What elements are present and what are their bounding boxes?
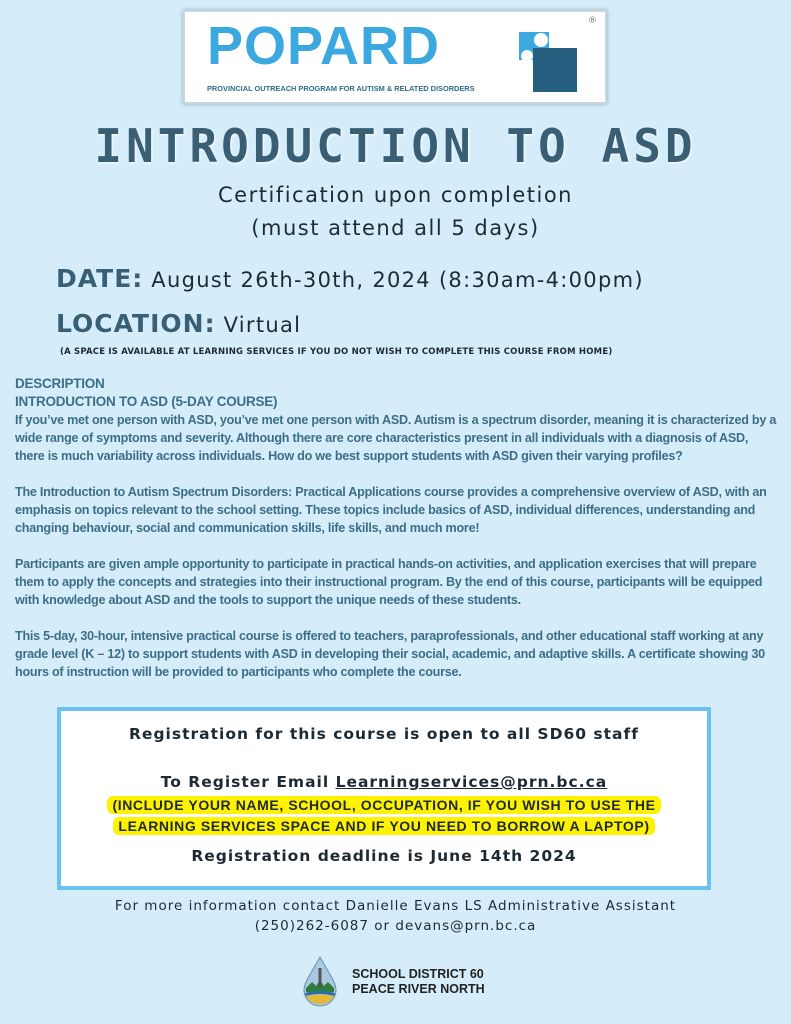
- location-label: LOCATION:: [56, 309, 216, 338]
- registration-open: Registration for this course is open to all SD60 staff: [129, 725, 639, 743]
- page-title: INTRODUCTION TO ASD: [94, 119, 697, 173]
- subtitle-certification: Certification upon completion: [218, 183, 573, 207]
- highlighted-instructions: (INCLUDE YOUR NAME, SCHOOL, OCCUPATION, IF YOU WISH TO USE THE LEARNING SERVICES SPACE AND IF YOU NEED TO BORROW A LAPTOP): [107, 796, 660, 835]
- description-paragraph: The Introduction to Autism Spectrum Disorders: Practical Applications course provides a comprehensive overview of ASD, with an emphasis on topics relevant to the school setting. These topics include basics of ASD, individual differences, understanding and changing behaviour, social and communication skills, life skills, and much more!: [15, 485, 767, 535]
- registration-email-line: [161, 771, 608, 793]
- district-region: PEACE RIVER NORTH: [352, 982, 485, 996]
- email-prefix: To Register Email: [160, 773, 336, 791]
- description-section: [15, 375, 780, 681]
- location-row: [56, 309, 301, 341]
- date-row: [56, 264, 644, 296]
- footer: [0, 956, 791, 1012]
- district-line: SCHOOL DISTRICT 60: [352, 967, 484, 981]
- popard-logo: [183, 10, 607, 104]
- date-value: August 26th-30th, 2024 (8:30am-4:00pm): [151, 268, 644, 292]
- registration-deadline: Registration deadline is June 14th 2024: [191, 847, 577, 865]
- logo-wordmark: POPARD: [207, 16, 441, 76]
- contact-phone-email[interactable]: (250)262-6087 or devans@prn.bc.ca: [254, 918, 537, 934]
- subtitle-attendance: (must attend all 5 days): [251, 216, 540, 240]
- puzzle-piece-icon: [515, 26, 583, 96]
- description-paragraph: This 5-day, 30-hour, intensive practical course is offered to teachers, paraprofessionals, and other educational staff working at any grade level (K – 12) to support students with ASD in developing their social, academic, and adaptive skills. A certificate showing 30 hours of instruction will be provided to participants who complete the course.: [15, 629, 765, 679]
- location-value: Virtual: [223, 313, 302, 337]
- school-district-name: [352, 967, 485, 997]
- contact-info: [0, 896, 791, 936]
- description-paragraph: If you’ve met one person with ASD, you’ve met one person with ASD. Autism is a spectrum disorder, meaning it is characterized by a wide range of symptoms and severity. Although there are core characteristics present in all individuals with a diagnosis of ASD, there is much variability across individuals. How do we best support students with ASD given their varying profiles?: [15, 413, 777, 463]
- registration-instructions: [69, 795, 699, 837]
- registration-email-link[interactable]: Learningservices@prn.bc.ca: [335, 773, 608, 791]
- course-heading: INTRODUCTION TO ASD (5-DAY COURSE): [15, 394, 278, 409]
- registration-box: [57, 707, 711, 890]
- school-district-logo-icon: [302, 956, 338, 1008]
- description-heading: DESCRIPTION: [15, 376, 105, 391]
- date-label: DATE:: [56, 264, 144, 293]
- logo-tagline: PROVINCIAL OUTREACH PROGRAM FOR AUTISM & RELATED DISORDERS: [207, 84, 475, 93]
- location-note: (A SPACE IS AVAILABLE AT LEARNING SERVICES IF YOU DO NOT WISH TO COMPLETE THIS COURSE FROM HOME): [60, 347, 613, 357]
- registered-mark: ®: [588, 16, 597, 26]
- contact-line: For more information contact Danielle Evans LS Administrative Assistant: [114, 898, 677, 914]
- description-paragraph: Participants are given ample opportunity to participate in practical hands-on activities, and application exercises that will prepare them to apply the concepts and strategies into their instructional program. By the end of this course, participants will be equipped with knowledge about ASD and the tools to support the unique needs of these students.: [15, 557, 763, 607]
- lower-section: [0, 375, 791, 1012]
